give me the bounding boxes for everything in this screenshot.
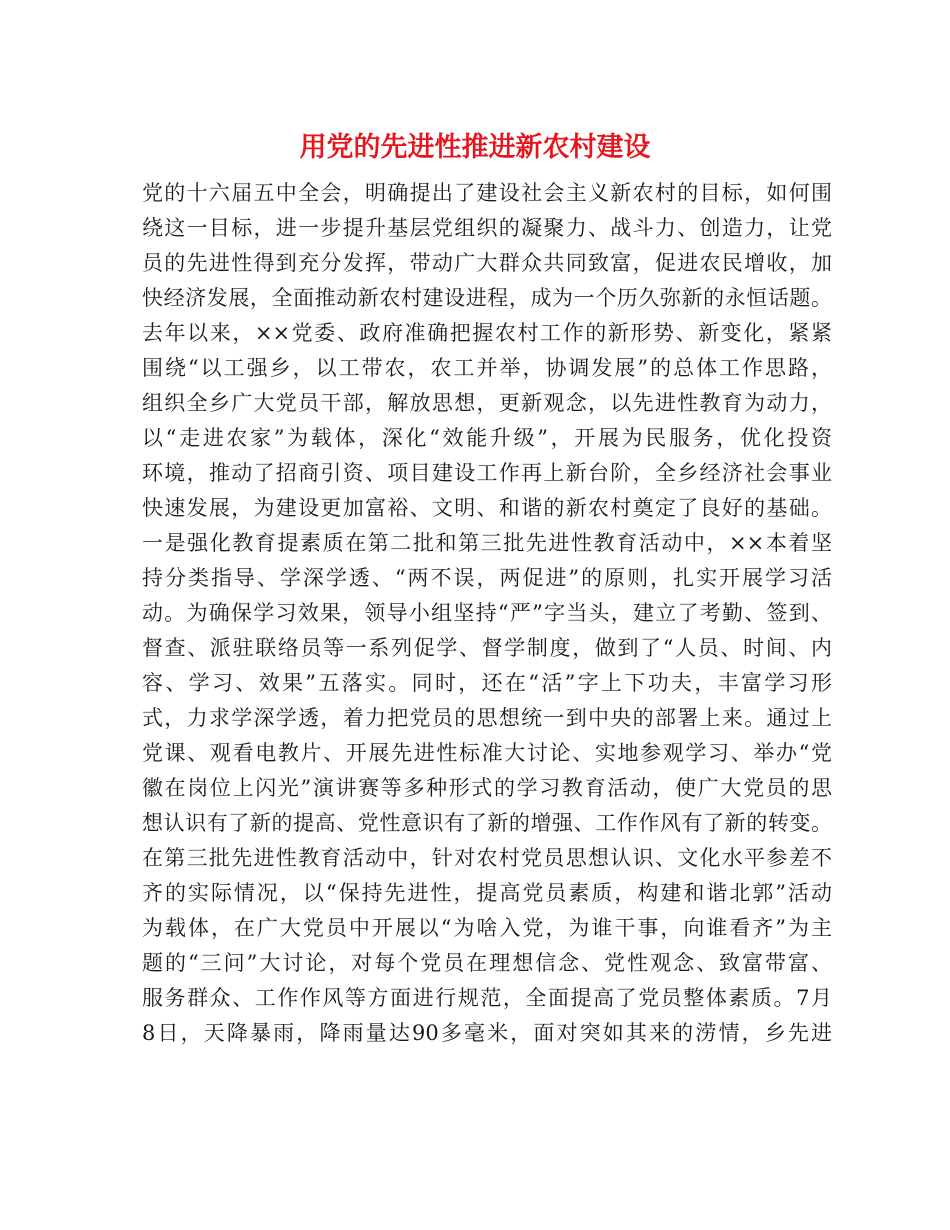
body-line: 服务群众、工作作风等方面进行规范，全面提高了党员整体素质。7月 xyxy=(142,986,832,1010)
body-line: 动。为确保学习效果，领导小组坚持“严”字当头，建立了考勤、签到、 xyxy=(142,601,832,625)
body-line: 绕这一目标，进一步提升基层党组织的凝聚力、战斗力、创造力，让党 xyxy=(142,216,832,240)
body-line: 去年以来，××党委、政府准确把握农村工作的新形势、新变化，紧紧 xyxy=(142,321,832,345)
body-line: 党的十六届五中全会，明确提出了建设社会主义新农村的目标，如何围 xyxy=(142,181,832,205)
body-line: 员的先进性得到充分发挥，带动广大群众共同致富，促进农民增收，加 xyxy=(142,251,832,275)
body-line: 在第三批先进性教育活动中，针对农村党员思想认识、文化水平参差不 xyxy=(142,846,832,870)
body-line: 督查、派驻联络员等一系列促学、督学制度，做到了“人员、时间、内 xyxy=(142,636,832,660)
body-line: 围绕“以工强乡，以工带农，农工并举，协调发展”的总体工作思路， xyxy=(142,356,832,380)
body-line: 快经济发展，全面推动新农村建设进程，成为一个历久弥新的永恒话题。 xyxy=(142,286,832,310)
body-line: 以“走进农家”为载体，深化“效能升级”，开展为民服务，优化投资 xyxy=(142,426,832,450)
document-body xyxy=(142,176,832,1051)
body-line: 徽在岗位上闪光”演讲赛等多种形式的学习教育活动，使广大党员的思 xyxy=(142,776,832,800)
body-line: 环境，推动了招商引资、项目建设工作再上新台阶，全乡经济社会事业 xyxy=(142,461,832,485)
body-line: 题的“三问”大讨论，对每个党员在理想信念、党性观念、致富带富、 xyxy=(142,951,832,975)
body-line: 齐的实际情况，以“保持先进性，提高党员素质，构建和谐北郭”活动 xyxy=(142,881,832,905)
body-line: 一是强化教育提素质在第二批和第三批先进性教育活动中，××本着坚 xyxy=(142,531,832,555)
body-line: 为载体，在广大党员中开展以“为啥入党，为谁干事，向谁看齐”为主 xyxy=(142,916,832,940)
body-line: 快速发展，为建设更加富裕、文明、和谐的新农村奠定了良好的基础。 xyxy=(142,496,832,520)
body-line: 持分类指导、学深学透、“两不误，两促进”的原则，扎实开展学习活 xyxy=(142,566,832,590)
body-line: 8日，天降暴雨，降雨量达90多毫米，面对突如其来的涝情，乡先进 xyxy=(142,1021,832,1045)
document-title: 用党的先进性推进新农村建设 xyxy=(299,132,651,163)
body-line: 党课、观看电教片、开展先进性标准大讨论、实地参观学习、举办“党 xyxy=(142,741,832,765)
body-line: 式，力求学深学透，着力把党员的思想统一到中央的部署上来。通过上 xyxy=(142,706,832,730)
body-line: 组织全乡广大党员干部，解放思想，更新观念，以先进性教育为动力， xyxy=(142,391,832,415)
body-line: 想认识有了新的提高、党性意识有了新的增强、工作作风有了新的转变。 xyxy=(142,811,832,835)
body-line: 容、学习、效果”五落实。同时，还在“活”字上下功夫，丰富学习形 xyxy=(142,671,832,695)
